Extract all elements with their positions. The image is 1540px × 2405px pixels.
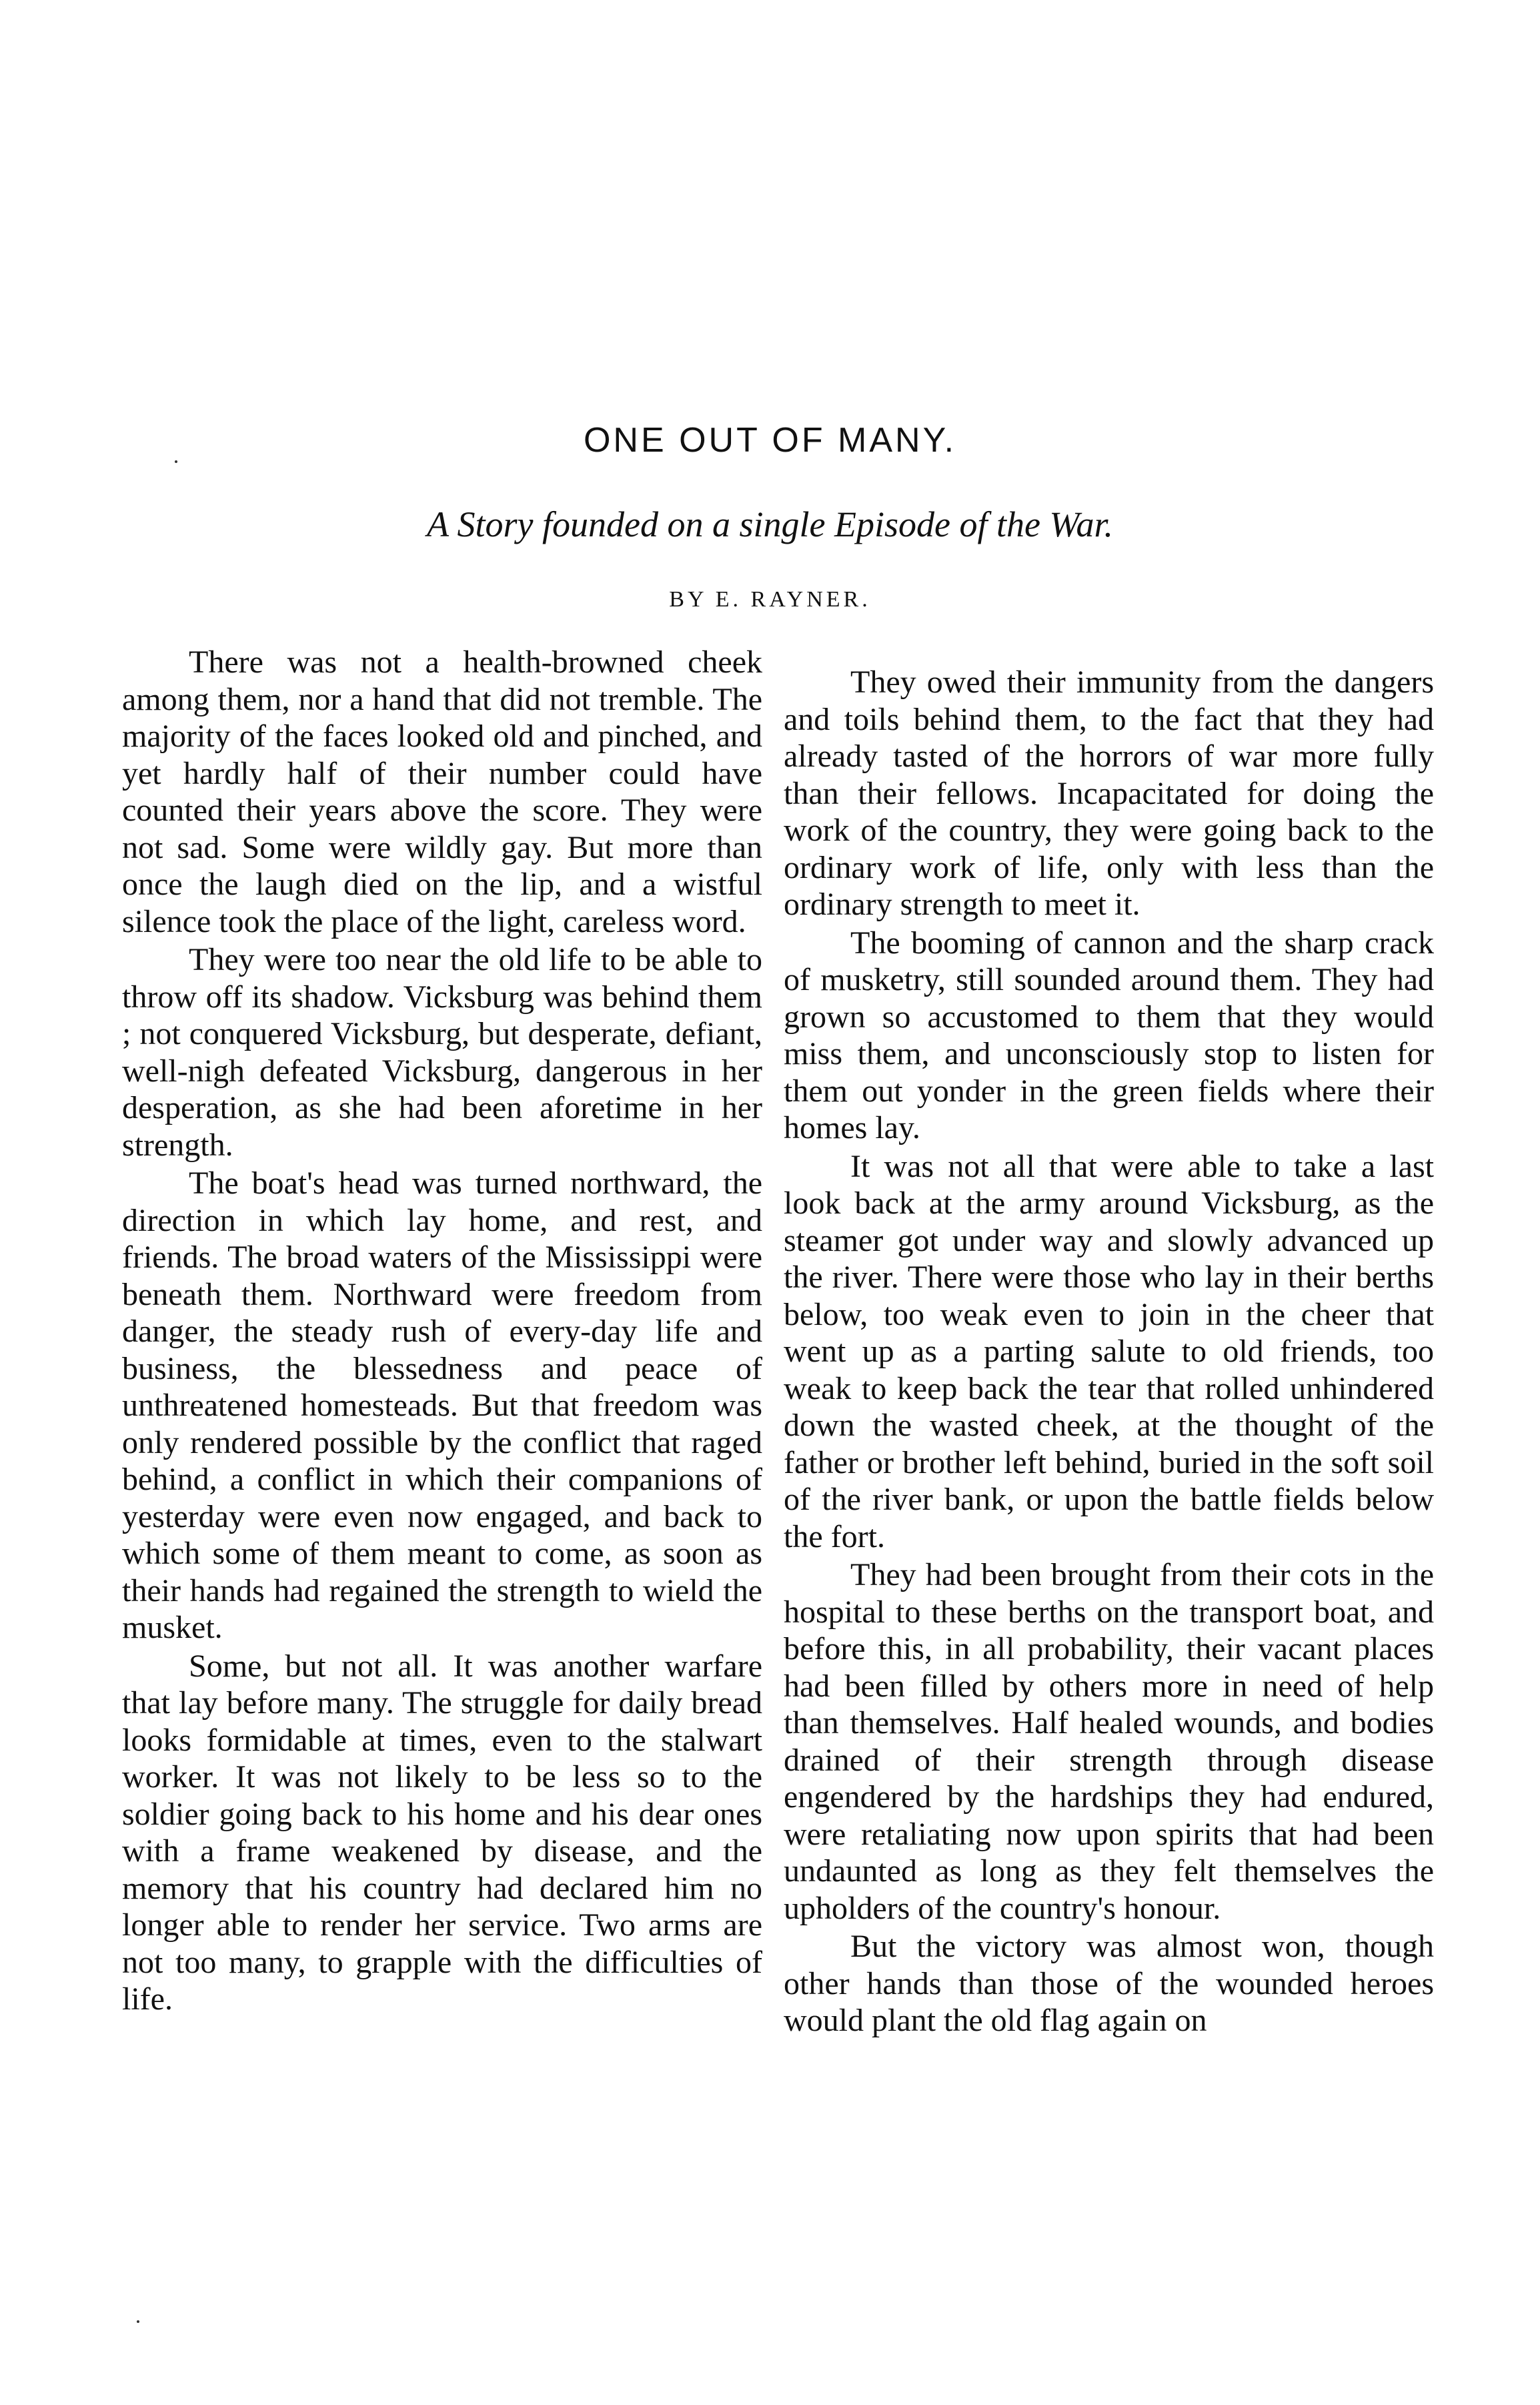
print-speck bbox=[137, 2320, 139, 2323]
article-subtitle: A Story founded on a single Episode of the War. bbox=[427, 504, 1113, 544]
right-column bbox=[784, 664, 1434, 2041]
paragraph: The booming of cannon and the sharp crack of musketry, still sounded around them. They had grown so accustomed to them that they would miss them, and unconsciously stop to listen for them out yonder in the green fields where their homes lay. bbox=[784, 925, 1434, 1145]
article-byline: BY E. RAYNER. bbox=[669, 587, 871, 612]
left-column bbox=[122, 644, 762, 2019]
paragraph: But the victory was almost won, though other hands than those of the wounded heroes would plant the old flag again on bbox=[784, 1929, 1434, 2038]
paragraph: Some, but not all. It was another warfare that lay before many. The struggle for daily bread looks formidable at times, even to the stalwart worker. It was not likely to be less so to the soldier going back to his home and his dear ones with a frame weakened by disease, and the memory that his country had declared him no longer able to render her service. Two arms are not too many, to grapple with the difficulties of life. bbox=[122, 1648, 762, 2017]
paragraph: There was not a health-browned cheek among them, nor a hand that did not tremble. The majority of the faces looked old and pinched, and yet hardly half of their number could have counted their years above the score. They were not sad. Some were wildly gay. But more than once the laugh died on the lip, and a wistful silence took the place of the light, careless word. bbox=[122, 644, 762, 939]
article-title: ONE OUT OF MANY. bbox=[583, 421, 957, 460]
paragraph: The boat's head was turned northward, the direction in which lay home, and rest, and friends. The broad waters of the Mississippi were beneath them. Northward were freedom from danger, the steady rush of every-day life and business, the blessedness and peace of unthreatened homesteads. But that freedom was only rendered possible by the conflict that raged behind, a conflict in which their companions of yesterday were even now engaged, and back to which some of them meant to come, as soon as their hands had regained the strength to wield the musket. bbox=[122, 1165, 762, 1645]
paragraph: They owed their immunity from the dangers and toils behind them, to the fact that they had already tasted of the horrors of war more fully than their fellows. Incapacitated for doing the work of the country, they were going back to the ordinary work of life, only with less than the ordinary strength to meet it. bbox=[784, 664, 1434, 922]
paragraph: They were too near the old life to be able to throw off its shadow. Vicksburg was behind them ; not conquered Vicksburg, but desperate, defiant, well-nigh defeated Vicksburg, dangerous in her desperation, as she had been aforetime in her strength. bbox=[122, 942, 762, 1163]
print-speck bbox=[175, 460, 177, 463]
paragraph: They had been brought from their cots in the hospital to these berths on the transport boat, and before this, in all probability, their vacant places had been filled by others more in need of help than themselves. Half healed wounds, and bodies drained of their strength through disease engendered by the hardships they had endured, were retaliating now upon spirits that had been undaunted as long as they felt themselves the upholders of the country's honour. bbox=[784, 1557, 1434, 1926]
paragraph: It was not all that were able to take a last look back at the army around Vicksburg, as the steamer got under way and slowly advanced up the river. There were those who lay in their berths below, too weak even to join in the cheer that went up as a parting salute to old friends, too weak to keep back the tear that rolled unhindered down the wasted cheek, at the thought of the father or brother left behind, buried in the soft soil of the river bank, or upon the battle fields below the fort. bbox=[784, 1148, 1434, 1554]
